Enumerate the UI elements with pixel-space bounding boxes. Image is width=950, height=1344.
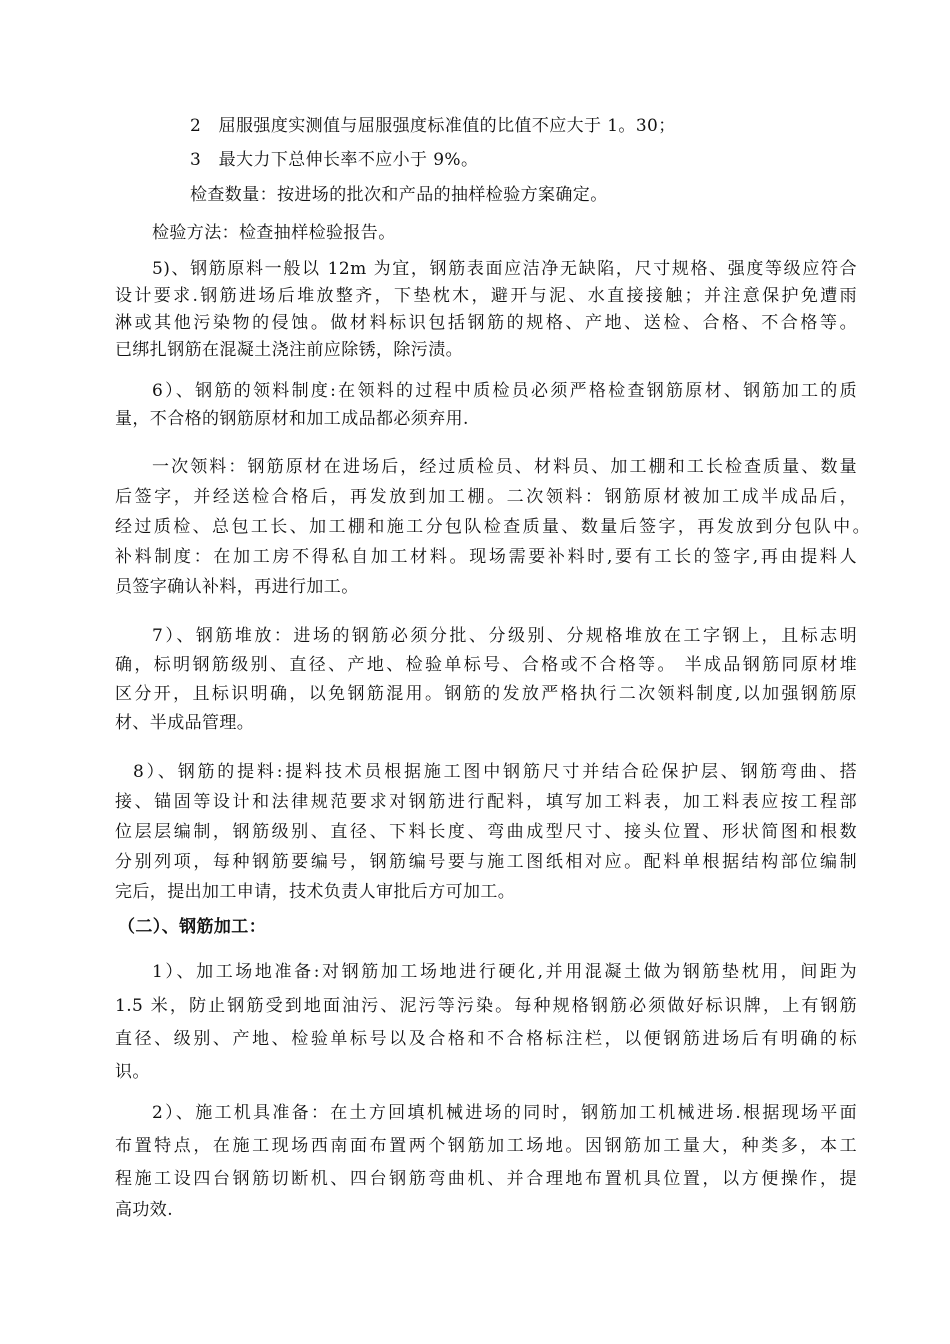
text-line: 经过质检、总包工长、加工棚和施工分包队检查质量、数量后签字，再发放到分包队中。 — [115, 517, 870, 537]
text-line: 接、锚固等设计和法律规范要求对钢筋进行配料，填写加工料表，加工料表应按工程部 — [115, 792, 857, 812]
text-line: 一次领料：钢筋原材在进场后，经过质检员、材料员、加工棚和工长检查质量、数量 — [152, 457, 857, 477]
text-line: 直径、级别、产地、检验单标号以及合格和不合格标注栏，以便钢筋进场后有明确的标 — [115, 1029, 857, 1049]
text-line: 确，标明钢筋级别、直径、产地、检验单标号、合格或不合格等。 半成品钢筋同原材堆 — [115, 655, 857, 675]
text-line: 补料制度：在加工房不得私自加工材料。现场需要补料时,要有工长的签字,再由提料人 — [115, 547, 857, 567]
text-line: 检查数量：按进场的批次和产品的抽样检验方案确定。 — [190, 185, 608, 205]
text-line: 员签字确认补料，再进行加工。 — [115, 577, 359, 597]
text-line: 后签字，并经送检合格后，再发放到加工棚。二次领料：钢筋原材被加工成半成品后， — [115, 487, 857, 507]
text-line: 3 最大力下总伸长率不应小于 9%。 — [190, 150, 479, 170]
section-heading: （二）、钢筋加工： — [118, 917, 267, 937]
text-line: 高功效. — [115, 1200, 174, 1220]
text-line: 布置特点，在施工现场西南面布置两个钢筋加工场地。因钢筋加工量大，种类多，本工 — [115, 1136, 857, 1156]
text-line: 2 屈服强度实测值与屈服强度标准值的比值不应大于 1。30； — [190, 116, 676, 136]
text-line: 2）、施工机具准备：在土方回填机械进场的同时，钢筋加工机械进场.根据现场平面 — [152, 1103, 857, 1123]
text-line: 分别列项，每种钢筋要编号，钢筋编号要与施工图纸相对应。配料单根据结构部位编制 — [115, 852, 857, 872]
text-line: 淋或其他污染物的侵蚀。做材料标识包括钢筋的规格、产地、送检、合格、不合格等。 — [115, 313, 857, 333]
text-line: 已绑扎钢筋在混凝土浇注前应除锈，除污渍。 — [115, 340, 463, 360]
text-line: 程施工设四台钢筋切断机、四台钢筋弯曲机、并合理地布置机具位置，以方便操作，提 — [115, 1169, 857, 1189]
text-line: 完后，提出加工申请，技术负责人审批后方可加工。 — [115, 882, 516, 902]
text-line: 量，不合格的钢筋原材和加工成品都必须弃用. — [115, 409, 469, 429]
text-line: 1.5 米，防止钢筋受到地面油污、泥污等污染。每种规格钢筋必须做好标识牌，上有钢筋 — [115, 996, 857, 1016]
text-line: 7）、钢筋堆放：进场的钢筋必须分批、分级别、分规格堆放在工字钢上，且标志明 — [152, 626, 857, 646]
text-line: 识。 — [115, 1062, 150, 1082]
text-line: 8）、钢筋的提料:提料技术员根据施工图中钢筋尺寸并结合砼保护层、钢筋弯曲、搭 — [133, 762, 857, 782]
text-line: 设计要求.钢筋进场后堆放整齐，下垫枕木，避开与泥、水直接接触；并注意保护免遭雨 — [115, 286, 857, 306]
text-line: 检验方法：检查抽样检验报告。 — [152, 223, 396, 243]
text-line: 1）、加工场地准备:对钢筋加工场地进行硬化,并用混凝土做为钢筋垫枕用，间距为 — [152, 962, 857, 982]
text-line: 5)、钢筋原料一般以 12m 为宜，钢筋表面应洁净无缺陷，尺寸规格、强度等级应符合 — [152, 259, 857, 279]
text-line: 6）、钢筋的领料制度:在领料的过程中质检员必须严格检查钢筋原材、钢筋加工的质 — [152, 381, 857, 401]
text-line: 位层层编制，钢筋级别、直径、下料长度、弯曲成型尺寸、接头位置、形状简图和根数 — [115, 822, 857, 842]
text-line: 区分开，且标识明确，以免钢筋混用。钢筋的发放严格执行二次领料制度,以加强钢筋原 — [115, 684, 857, 704]
text-line: 材、半成品管理。 — [115, 713, 255, 733]
